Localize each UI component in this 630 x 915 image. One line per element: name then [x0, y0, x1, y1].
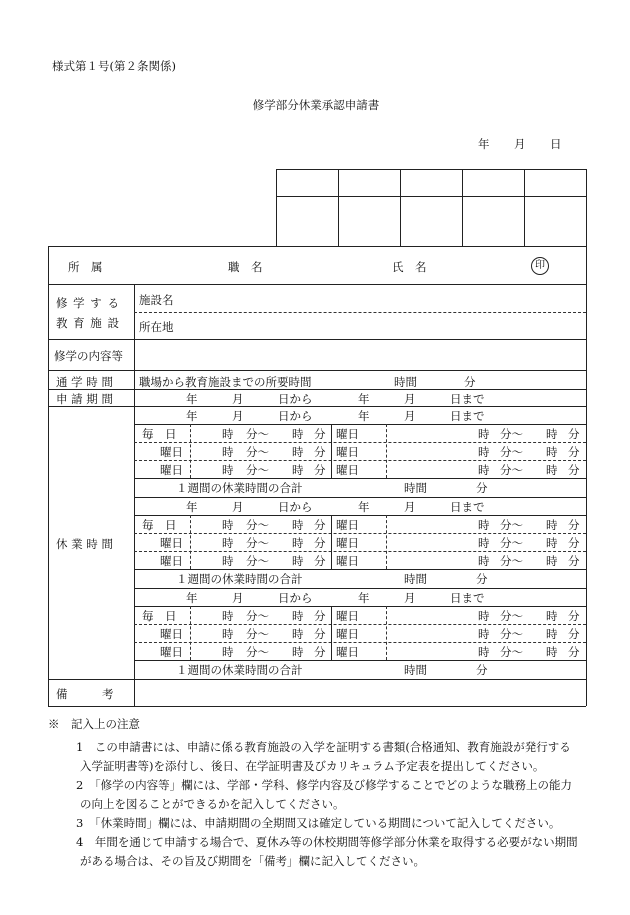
ap-from-month: 月 — [232, 392, 244, 406]
note-item-line1: 3 「休業時間」欄には、申請期間の全期間又は確定している期間について記入してください。 — [76, 816, 561, 830]
end-minute-label: 分 — [314, 463, 326, 477]
note-item-line1: 1 この申請書には、申請に係る教育施設の入学を証明する書類(合格通知、教育施設が発行する — [76, 740, 571, 754]
weekday-label: 曜日 — [160, 445, 183, 459]
end-minute-label-2: 分 — [568, 536, 580, 550]
weekday-label-2: 曜日 — [336, 645, 359, 659]
weekday-label: 毎 日 — [142, 609, 177, 623]
end-minute-label-2: 分 — [568, 554, 580, 568]
start-hour-label: 時 — [222, 627, 234, 641]
weekday-label-2: 曜日 — [336, 627, 359, 641]
name-label: 氏 名 — [392, 260, 427, 274]
commute-minutes: 分 — [464, 375, 476, 389]
note-item-line2: がある場合は、その旨及び期間を「備考」欄に記入してください。 — [80, 854, 425, 868]
ap-to-day: 日まで — [450, 392, 485, 406]
end-minute-label: 分 — [314, 518, 326, 532]
end-minute-label-2: 分 — [568, 445, 580, 459]
start-hour-label-2: 時 — [478, 609, 490, 623]
ap-from-day: 日から — [278, 392, 313, 406]
ap-to-year: 年 — [358, 392, 370, 406]
end-hour-label-2: 時 — [546, 609, 558, 623]
end-hour-label-2: 時 — [546, 427, 558, 441]
weekday-label-2: 曜日 — [336, 463, 359, 477]
ap-from-year: 年 — [186, 392, 198, 406]
end-hour-label: 時 — [292, 427, 304, 441]
location-label: 所在地 — [139, 320, 174, 334]
end-hour-label: 時 — [292, 445, 304, 459]
weekday-label: 曜日 — [160, 645, 183, 659]
start-minute-label-2: 分～ — [500, 627, 523, 641]
weekday-label: 曜日 — [160, 536, 183, 550]
end-minute-label: 分 — [314, 445, 326, 459]
position-label: 職 名 — [228, 260, 263, 274]
start-hour-label-2: 時 — [478, 554, 490, 568]
institution-label-line2: 教 育 施 設 — [56, 316, 120, 330]
leave-time-label: 休 業 時 間 — [56, 537, 113, 551]
remarks-label: 備 考 — [56, 687, 114, 701]
leave-period-from-day: 日から — [278, 591, 313, 605]
end-hour-label: 時 — [292, 463, 304, 477]
end-hour-label-2: 時 — [546, 445, 558, 459]
weekly-total-label: １週間の休業時間の合計 — [176, 572, 303, 586]
start-minute-label: 分～ — [246, 427, 269, 441]
start-minute-label: 分～ — [246, 536, 269, 550]
weekday-label-2: 曜日 — [336, 427, 359, 441]
end-hour-label: 時 — [292, 627, 304, 641]
date-day: 日 — [550, 137, 562, 151]
start-minute-label-2: 分～ — [500, 427, 523, 441]
start-hour-label-2: 時 — [478, 463, 490, 477]
start-hour-label: 時 — [222, 445, 234, 459]
start-hour-label: 時 — [222, 518, 234, 532]
end-hour-label: 時 — [292, 518, 304, 532]
start-minute-label: 分～ — [246, 463, 269, 477]
note-item-line1: 4 年間を通じて申請する場合で、夏休み等の休校期間等修学部分休業を取得する必要がない期間 — [76, 835, 578, 849]
weekday-label-2: 曜日 — [336, 445, 359, 459]
notes-heading: ※ 記入上の注意 — [48, 717, 140, 731]
start-hour-label-2: 時 — [478, 645, 490, 659]
end-minute-label-2: 分 — [568, 645, 580, 659]
end-hour-label-2: 時 — [546, 518, 558, 532]
start-hour-label-2: 時 — [478, 627, 490, 641]
weekly-total-hours: 時間 — [404, 481, 427, 495]
start-minute-label: 分～ — [246, 518, 269, 532]
end-minute-label-2: 分 — [568, 427, 580, 441]
start-minute-label: 分～ — [246, 445, 269, 459]
weekday-label-2: 曜日 — [336, 536, 359, 550]
end-hour-label: 時 — [292, 536, 304, 550]
weekly-total-hours: 時間 — [404, 663, 427, 677]
facility-name-label: 施設名 — [139, 293, 174, 307]
end-minute-label: 分 — [314, 554, 326, 568]
start-minute-label-2: 分～ — [500, 645, 523, 659]
weekday-label-2: 曜日 — [336, 518, 359, 532]
start-minute-label: 分～ — [246, 645, 269, 659]
leave-period-to-day: 日まで — [450, 591, 485, 605]
commute-hours: 時間 — [394, 375, 417, 389]
start-minute-label-2: 分～ — [500, 536, 523, 550]
weekly-total-minutes: 分 — [476, 481, 488, 495]
weekday-label: 毎 日 — [142, 518, 177, 532]
end-hour-label: 時 — [292, 609, 304, 623]
end-hour-label-2: 時 — [546, 536, 558, 550]
start-hour-label: 時 — [222, 645, 234, 659]
end-hour-label-2: 時 — [546, 554, 558, 568]
end-minute-label: 分 — [314, 627, 326, 641]
end-minute-label: 分 — [314, 536, 326, 550]
application-period-label: 申 請 期 間 — [56, 392, 113, 406]
commute-label: 通 学 時 間 — [56, 375, 113, 389]
start-hour-label: 時 — [222, 554, 234, 568]
study-content-label: 修学の内容等 — [54, 349, 123, 363]
weekly-total-label: １週間の休業時間の合計 — [176, 663, 303, 677]
leave-period-to-year: 年 — [358, 409, 370, 423]
start-minute-label-2: 分～ — [500, 554, 523, 568]
start-hour-label: 時 — [222, 609, 234, 623]
leave-period-from-year: 年 — [186, 591, 198, 605]
leave-period-to-year: 年 — [358, 591, 370, 605]
end-minute-label-2: 分 — [568, 518, 580, 532]
weekday-label: 毎 日 — [142, 427, 177, 441]
end-minute-label: 分 — [314, 609, 326, 623]
date-year: 年 — [478, 137, 490, 151]
date-month: 月 — [514, 137, 526, 151]
leave-period-from-day: 日から — [278, 500, 313, 514]
end-hour-label: 時 — [292, 645, 304, 659]
commute-text: 職場から教育施設までの所要時間 — [139, 375, 312, 389]
seal-mark: 印 — [531, 257, 549, 275]
start-hour-label: 時 — [222, 536, 234, 550]
start-minute-label-2: 分～ — [500, 609, 523, 623]
weekday-label-2: 曜日 — [336, 609, 359, 623]
note-item-line1: 2 「修学の内容等」欄には、学部・学科、修学内容及び修学することでどのような職務上の能力 — [76, 778, 573, 792]
end-minute-label-2: 分 — [568, 627, 580, 641]
weekly-total-label: １週間の休業時間の合計 — [176, 481, 303, 495]
start-hour-label-2: 時 — [478, 518, 490, 532]
start-hour-label-2: 時 — [478, 445, 490, 459]
leave-period-from-year: 年 — [186, 500, 198, 514]
end-hour-label: 時 — [292, 554, 304, 568]
start-minute-label: 分～ — [246, 627, 269, 641]
affiliation-label: 所 属 — [68, 260, 103, 274]
start-hour-label: 時 — [222, 463, 234, 477]
end-hour-label-2: 時 — [546, 627, 558, 641]
weekday-label: 曜日 — [160, 463, 183, 477]
weekday-label-2: 曜日 — [336, 554, 359, 568]
ap-to-month: 月 — [404, 392, 416, 406]
leave-period-to-year: 年 — [358, 500, 370, 514]
start-minute-label: 分～ — [246, 609, 269, 623]
leave-period-from-month: 月 — [232, 591, 244, 605]
start-minute-label-2: 分～ — [500, 463, 523, 477]
start-hour-label: 時 — [222, 427, 234, 441]
start-minute-label-2: 分～ — [500, 445, 523, 459]
institution-label-line1: 修 学 す る — [56, 296, 120, 310]
end-minute-label: 分 — [314, 645, 326, 659]
start-hour-label-2: 時 — [478, 427, 490, 441]
start-minute-label: 分～ — [246, 554, 269, 568]
leave-period-from-year: 年 — [186, 409, 198, 423]
leave-period-to-month: 月 — [404, 500, 416, 514]
weekday-label: 曜日 — [160, 627, 183, 641]
end-minute-label-2: 分 — [568, 463, 580, 477]
weekly-total-minutes: 分 — [476, 572, 488, 586]
leave-period-to-day: 日まで — [450, 500, 485, 514]
leave-period-to-month: 月 — [404, 409, 416, 423]
leave-period-from-month: 月 — [232, 500, 244, 514]
note-item-line2: の向上を図ることができるかを記入してください。 — [80, 797, 345, 811]
end-minute-label: 分 — [314, 427, 326, 441]
leave-period-to-day: 日まで — [450, 409, 485, 423]
weekly-total-hours: 時間 — [404, 572, 427, 586]
start-minute-label-2: 分～ — [500, 518, 523, 532]
leave-period-to-month: 月 — [404, 591, 416, 605]
note-item-line2: 入学証明書等)を添付し、後日、在学証明書及びカリキュラム予定表を提出してください。 — [80, 759, 545, 773]
leave-period-from-day: 日から — [278, 409, 313, 423]
leave-period-from-month: 月 — [232, 409, 244, 423]
end-minute-label-2: 分 — [568, 609, 580, 623]
end-hour-label-2: 時 — [546, 463, 558, 477]
weekday-label: 曜日 — [160, 554, 183, 568]
start-hour-label-2: 時 — [478, 536, 490, 550]
end-hour-label-2: 時 — [546, 645, 558, 659]
form-number: 様式第１号(第２条関係) — [52, 59, 176, 73]
form-title: 修学部分休業承認申請書 — [252, 98, 380, 112]
weekly-total-minutes: 分 — [476, 663, 488, 677]
